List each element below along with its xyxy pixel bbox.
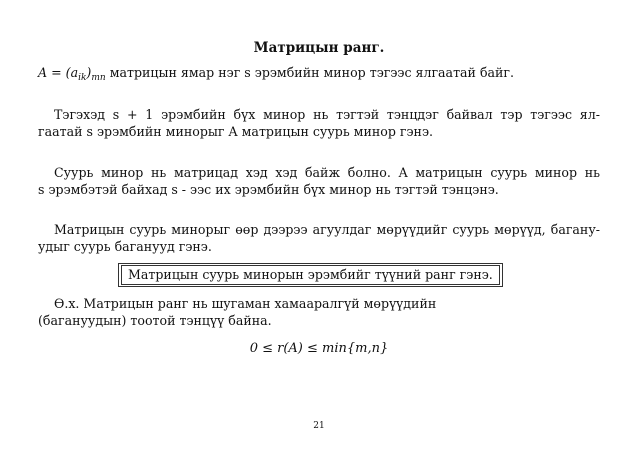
rank-definition-box xyxy=(118,263,503,287)
paragraph-rank-line2: (багануудын) тоотой тэнцүү байна. xyxy=(38,313,272,328)
paragraph-rank-line1: Ө.х. Матрицын ранг нь шугаман хамааралгүй мөрүүдийн xyxy=(54,296,437,311)
matrix-lhs: A = (a xyxy=(38,65,79,80)
rank-inequality-formula: 0 ≤ r(A) ≤ min{m,n} xyxy=(249,341,389,356)
page-number: 21 xyxy=(313,421,325,431)
matrix-index-ik: ik xyxy=(78,73,87,83)
paragraph-multiple-minors-line2: s эрэмбэтэй байхад s - ээс их эрэмбийн бүх минор нь тэгтэй тэнцэнэ. xyxy=(38,182,499,197)
section-title: Матрицын ранг. xyxy=(253,40,385,56)
paragraph-base-rows-line1: Матрицын суурь минорыг өөр дээрээ агуулдаг мөрүүдийг суурь мөрүүд, багану- xyxy=(54,222,600,237)
rank-definition-text: Матрицын суурь минорын эрэмбийг түүний ранг гэнэ. xyxy=(121,265,500,285)
paragraph-base-minor-line2: гаатай s эрэмбийн минорыг A матрицын суурь минор гэнэ. xyxy=(38,124,434,139)
matrix-rhs: ) xyxy=(86,65,92,80)
matrix-index-mn: mn xyxy=(91,73,106,83)
paragraph-base-rows-line2: удыг суурь баганууд гэнэ. xyxy=(38,239,212,254)
paragraph-multiple-minors-line1: Суурь минор нь матрицад хэд хэд байж болно. A матрицын суурь минор нь xyxy=(54,165,600,180)
paragraph-definition xyxy=(38,65,600,86)
paragraph-base-minor-line1: Тэгэхэд s + 1 эрэмбийн бүх минор нь тэгтэй тэнцдэг байвал тэр тэгээс ял- xyxy=(54,107,600,122)
definition-text: матрицын ямар нэг s эрэмбийн минор тэгээс ялгаатай байг. xyxy=(105,65,515,80)
